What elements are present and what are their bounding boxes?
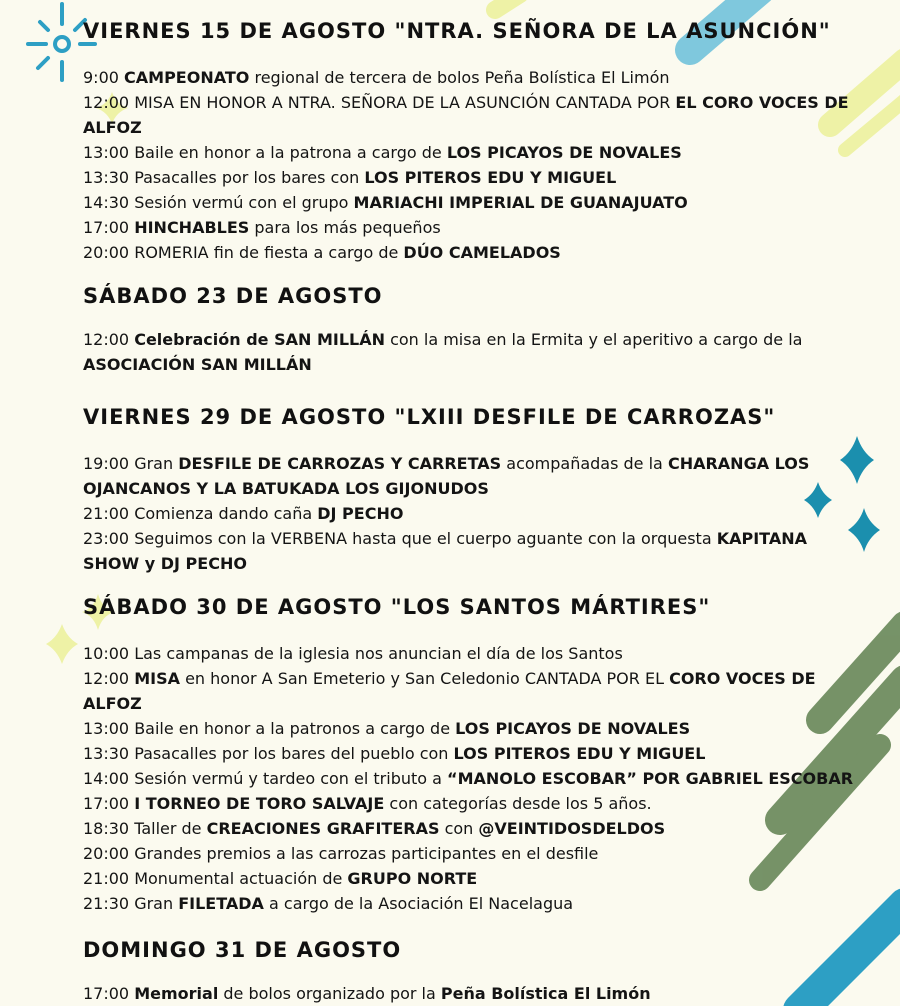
event-highlight: CORO VOCES DE ALFOZ <box>83 669 816 713</box>
event-text: en honor A San Emeterio y San Celedonio CANTADA POR EL <box>179 669 670 688</box>
event-highlight: LOS PICAYOS DE NOVALES <box>455 719 691 738</box>
event-text: 21:00 Comienza dando caña <box>83 504 318 523</box>
event-highlight: DJ PECHO <box>317 504 404 523</box>
event-item <box>83 165 863 190</box>
event-text: con la misa en la Ermita y el aperitivo a cargo de la <box>384 330 803 349</box>
event-text: a cargo de la Asociación El Nacelagua <box>263 894 574 913</box>
event-text: acompañadas de la <box>501 454 668 473</box>
event-item <box>83 841 863 866</box>
event-text: 9:00 <box>83 68 125 87</box>
day-heading: SÁBADO 30 DE AGOSTO "LOS SANTOS MÁRTIRES" <box>83 595 711 619</box>
event-text: 13:00 Baile en honor a la patrona a cargo de <box>83 143 447 162</box>
event-item <box>83 327 863 377</box>
event-highlight: CHARANGA LOS OJANCANOS Y LA BATUKADA LOS GIJONUDOS <box>83 454 810 498</box>
event-text: 14:30 Sesión vermú con el grupo <box>83 193 354 212</box>
event-text: con categorías desde los 5 años. <box>384 794 652 813</box>
event-item <box>83 526 863 576</box>
event-highlight: HINCHABLES <box>134 218 250 237</box>
event-item <box>83 501 863 526</box>
yellow-sparkle-icon <box>46 624 78 664</box>
event-item <box>83 140 863 165</box>
event-item <box>83 866 863 891</box>
event-list <box>83 65 863 265</box>
event-text: 12:00 <box>83 669 135 688</box>
day-heading: VIERNES 15 DE AGOSTO "NTRA. SEÑORA DE LA ASUNCIÓN" <box>83 19 831 43</box>
event-item <box>83 981 863 1006</box>
event-highlight: LOS PITEROS EDU Y MIGUEL <box>453 744 706 763</box>
event-highlight: LOS PITEROS EDU Y MIGUEL <box>364 168 617 187</box>
event-text: regional de tercera de bolos Peña Bolística El Limón <box>249 68 670 87</box>
event-item <box>83 766 863 791</box>
event-text: 12:00 MISA EN HONOR A NTRA. SEÑORA DE LA ASUNCIÓN CANTADA POR <box>83 93 676 112</box>
event-text: de bolos organizado por la <box>218 984 441 1003</box>
day-section <box>83 400 863 576</box>
event-text: para los más pequeños <box>249 218 441 237</box>
event-highlight: FILETADA <box>178 894 264 913</box>
event-item <box>83 791 863 816</box>
day-section <box>83 933 863 1006</box>
event-highlight: KAPITANA SHOW y DJ PECHO <box>83 529 807 573</box>
event-text: 23:00 Seguimos con la VERBENA hasta que el cuerpo aguante con la orquesta <box>83 529 717 548</box>
event-list <box>83 641 863 916</box>
event-text: 12:00 <box>83 330 135 349</box>
day-heading: DOMINGO 31 DE AGOSTO <box>83 938 402 962</box>
day-section <box>83 279 863 377</box>
event-text: 14:00 Sesión vermú y tardeo con el tributo a <box>83 769 448 788</box>
event-highlight: EL CORO VOCES DE ALFOZ <box>83 93 849 137</box>
event-highlight: MISA <box>134 669 180 688</box>
event-item <box>83 451 863 501</box>
day-section <box>83 14 863 265</box>
event-text: 17:00 <box>83 218 135 237</box>
event-highlight: LOS PICAYOS DE NOVALES <box>446 143 682 162</box>
event-highlight: DÚO CAMELADOS <box>403 243 561 262</box>
event-highlight: DESFILE DE CARROZAS Y CARRETAS <box>178 454 502 473</box>
event-highlight: ASOCIACIÓN SAN MILLÁN <box>83 355 312 374</box>
event-item <box>83 240 863 265</box>
event-text: 13:00 Baile en honor a la patronos a cargo de <box>83 719 456 738</box>
festival-program <box>83 14 863 1006</box>
event-item <box>83 90 863 140</box>
event-item <box>83 215 863 240</box>
event-text: 10:00 Las campanas de la iglesia nos anuncian el día de los Santos <box>83 644 623 663</box>
event-list <box>83 451 863 576</box>
event-item <box>83 666 863 716</box>
event-highlight: “MANOLO ESCOBAR” POR GABRIEL ESCOBAR <box>447 769 854 788</box>
event-text: 20:00 ROMERIA fin de fiesta a cargo de <box>83 243 404 262</box>
event-highlight: MARIACHI IMPERIAL DE GUANAJUATO <box>353 193 688 212</box>
day-heading: SÁBADO 23 DE AGOSTO <box>83 284 383 308</box>
event-text: 13:30 Pasacalles por los bares del pueblo con <box>83 744 454 763</box>
event-text: 21:30 Gran <box>83 894 179 913</box>
event-text: 17:00 <box>83 794 135 813</box>
event-item <box>83 741 863 766</box>
event-text: 17:00 <box>83 984 135 1003</box>
event-highlight: @VEINTIDOSDELDOS <box>478 819 666 838</box>
day-section <box>83 590 863 916</box>
event-highlight: I TORNEO DE TORO SALVAJE <box>134 794 385 813</box>
event-text: con <box>439 819 479 838</box>
event-item <box>83 190 863 215</box>
event-highlight: CAMPEONATO <box>124 68 250 87</box>
event-item <box>83 716 863 741</box>
day-heading: VIERNES 29 DE AGOSTO "LXIII DESFILE DE CARROZAS" <box>83 405 776 429</box>
event-text: 18:30 Taller de <box>83 819 207 838</box>
event-highlight: Celebración de SAN MILLÁN <box>134 330 385 349</box>
event-highlight: Peña Bolística El Limón <box>440 984 651 1003</box>
event-highlight: Memorial <box>134 984 219 1003</box>
event-text: 20:00 Grandes premios a las carrozas participantes en el desfile <box>83 844 599 863</box>
event-item <box>83 641 863 666</box>
event-text: 13:30 Pasacalles por los bares con <box>83 168 365 187</box>
event-highlight: GRUPO NORTE <box>347 869 478 888</box>
event-list <box>83 981 863 1006</box>
event-item <box>83 65 863 90</box>
event-text: 21:00 Monumental actuación de <box>83 869 348 888</box>
event-text: 19:00 Gran <box>83 454 179 473</box>
event-item <box>83 891 863 916</box>
event-list <box>83 327 863 377</box>
event-item <box>83 816 863 841</box>
event-highlight: CREACIONES GRAFITERAS <box>206 819 440 838</box>
